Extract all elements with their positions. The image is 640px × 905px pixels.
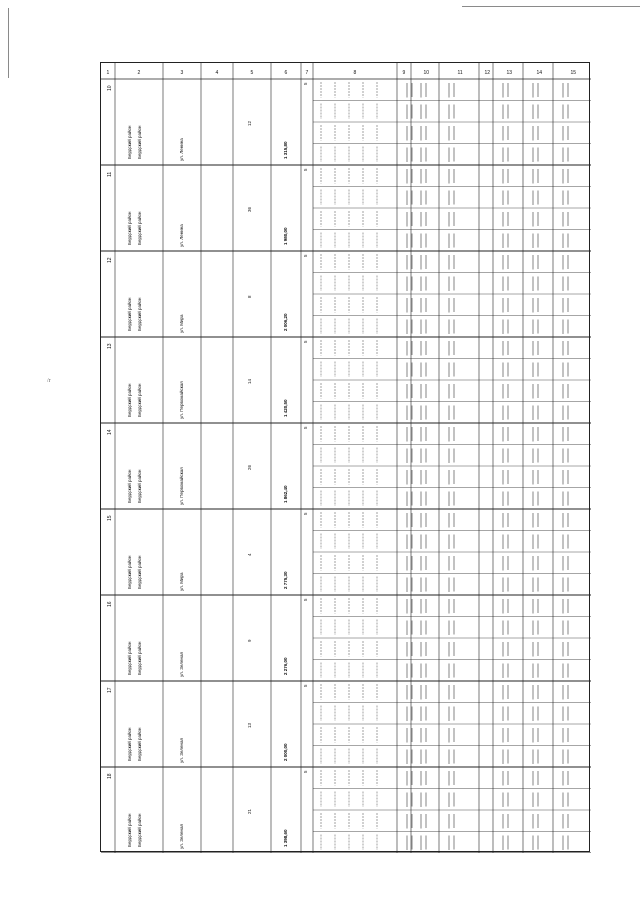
street-label: ул. Зеленая bbox=[179, 738, 184, 763]
district-label: Бердский район bbox=[127, 125, 132, 159]
district-label: Бердский район bbox=[137, 469, 142, 503]
area-value: 1 980,00 bbox=[283, 227, 288, 245]
district-label: Бердский район bbox=[137, 297, 142, 331]
floors-value: 5 bbox=[303, 254, 308, 257]
rotated-table-sheet bbox=[100, 62, 590, 852]
street-label: ул. Ленина bbox=[179, 224, 184, 247]
district-label: Бердский район bbox=[127, 727, 132, 761]
district-label: Бердский район bbox=[137, 211, 142, 245]
floors-value: 5 bbox=[303, 770, 308, 773]
row-number: 17 bbox=[107, 687, 113, 693]
district-label: Бердский район bbox=[127, 641, 132, 675]
floors-value: 5 bbox=[303, 426, 308, 429]
area-value: 1 315,80 bbox=[283, 141, 288, 159]
floors-value: 5 bbox=[303, 82, 308, 85]
district-label: Бердский район bbox=[137, 125, 142, 159]
area-value: 1 420,50 bbox=[283, 399, 288, 417]
house-number: 21 bbox=[247, 808, 252, 814]
stray-mark: /r bbox=[47, 378, 51, 384]
district-label: Бердский район bbox=[137, 727, 142, 761]
district-label: Бердский район bbox=[137, 641, 142, 675]
row-number: 12 bbox=[107, 257, 113, 263]
street-label: ул. Первомайская bbox=[179, 381, 184, 419]
street-label: ул. Ленина bbox=[179, 138, 184, 161]
house-number: 12 bbox=[247, 120, 252, 126]
house-number: 14 bbox=[247, 378, 252, 384]
header-number: 7 bbox=[305, 70, 309, 76]
header-number: 2 bbox=[137, 70, 141, 76]
floors-value: 5 bbox=[303, 512, 308, 515]
street-label: ул. Мира bbox=[179, 314, 184, 333]
house-number: 8 bbox=[247, 295, 252, 298]
district-label: Бердский район bbox=[127, 211, 132, 245]
header-number: 4 bbox=[215, 70, 219, 76]
house-number: 9 bbox=[247, 639, 252, 642]
row-number: 18 bbox=[107, 773, 113, 779]
row-number: 16 bbox=[107, 601, 113, 607]
district-label: Бердский район bbox=[127, 469, 132, 503]
street-label: ул. Мира bbox=[179, 572, 184, 591]
street-label: ул. Зеленая bbox=[179, 652, 184, 677]
header-number: 13 bbox=[506, 70, 513, 76]
scan-edge-left bbox=[8, 8, 9, 78]
district-label: Бердский район bbox=[127, 297, 132, 331]
house-number: 26 bbox=[247, 464, 252, 470]
floors-value: 5 bbox=[303, 168, 308, 171]
area-value: 2 000,00 bbox=[283, 743, 288, 761]
floors-value: 5 bbox=[303, 598, 308, 601]
house-number: 36 bbox=[247, 206, 252, 212]
table-graphic bbox=[101, 63, 591, 853]
street-label: ул. Зеленая bbox=[179, 824, 184, 849]
header-number: 11 bbox=[457, 70, 463, 76]
floors-value: 5 bbox=[303, 340, 308, 343]
header-number: 3 bbox=[180, 70, 184, 76]
row-number: 11 bbox=[107, 171, 113, 177]
district-label: Бердский район bbox=[127, 555, 132, 589]
row-number: 14 bbox=[107, 429, 113, 435]
scan-edge-top bbox=[462, 6, 640, 7]
header-number: 5 bbox=[250, 70, 254, 76]
floors-value: 5 bbox=[303, 684, 308, 687]
header-number: 8 bbox=[353, 70, 357, 76]
header-number: 14 bbox=[536, 70, 543, 76]
area-value: 2 006,20 bbox=[283, 313, 288, 331]
district-label: Бердский район bbox=[137, 383, 142, 417]
header-number: 9 bbox=[402, 70, 406, 76]
district-label: Бердский район bbox=[137, 555, 142, 589]
row-number: 13 bbox=[107, 343, 113, 349]
row-number: 10 bbox=[107, 85, 113, 91]
header-number: 1 bbox=[106, 70, 110, 76]
row-number: 15 bbox=[107, 515, 113, 521]
house-number: 4 bbox=[247, 553, 252, 556]
street-label: ул. Первомайская bbox=[179, 467, 184, 505]
header-number: 10 bbox=[423, 70, 430, 76]
area-value: 2 276,00 bbox=[283, 657, 288, 675]
house-number: 13 bbox=[247, 722, 252, 728]
area-value: 1 398,60 bbox=[283, 829, 288, 847]
header-number: 15 bbox=[570, 70, 577, 76]
district-label: Бердский район bbox=[127, 813, 132, 847]
header-number: 6 bbox=[284, 70, 288, 76]
district-label: Бердский район bbox=[137, 813, 142, 847]
area-value: 2 775,30 bbox=[283, 571, 288, 589]
area-value: 1 862,40 bbox=[283, 485, 288, 503]
header-number: 12 bbox=[484, 70, 491, 76]
district-label: Бердский район bbox=[127, 383, 132, 417]
